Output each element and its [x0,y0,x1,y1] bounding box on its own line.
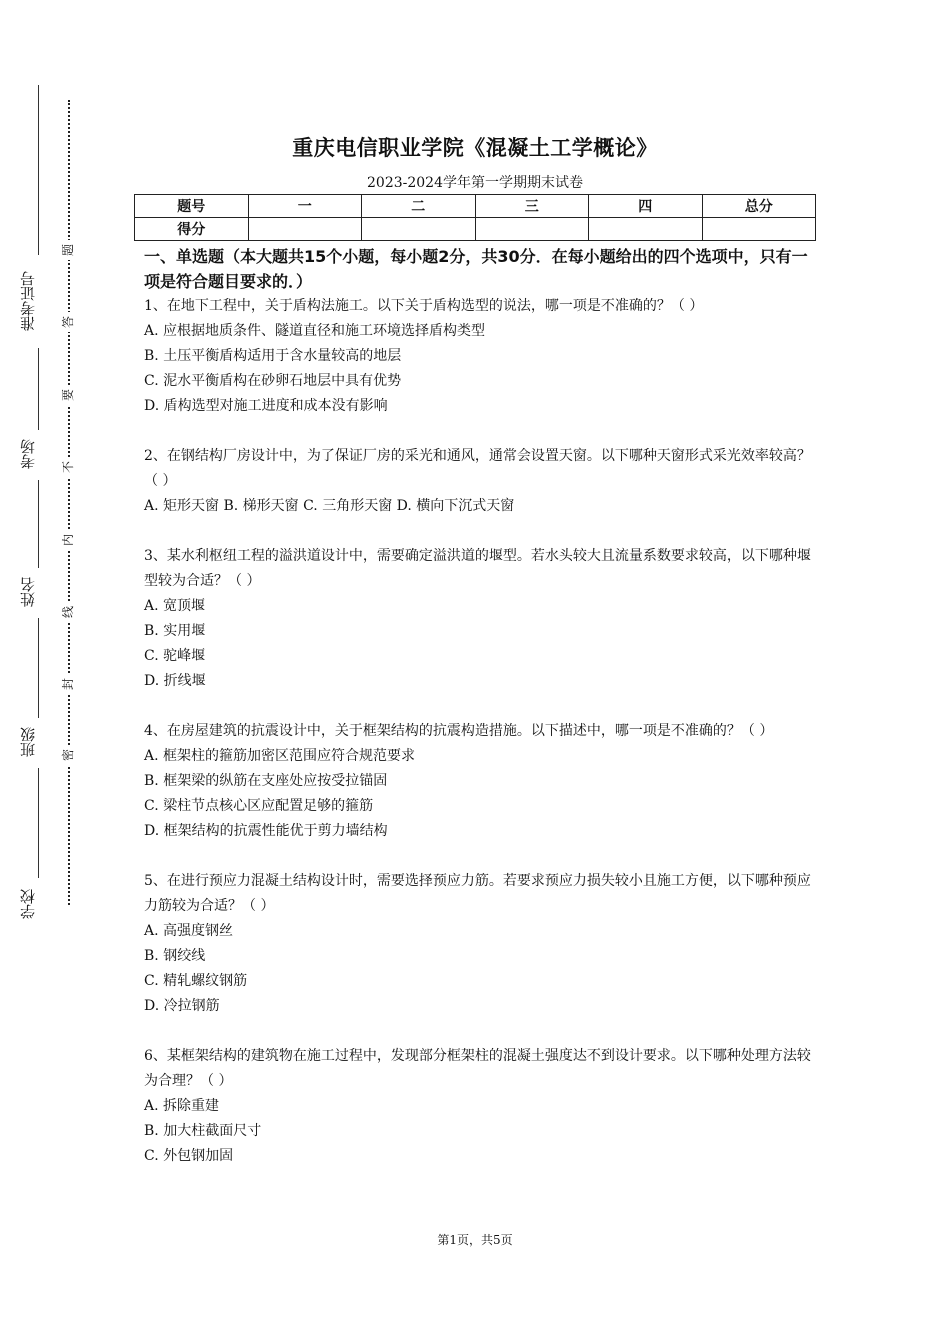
question [144,719,820,844]
question-stem: 2、在钢结构厂房设计中，为了保证厂房的采光和通风，通常会设置天窗。以下哪种天窗形式采光效率较高？（ ） [144,448,811,489]
label-class: 班级 [19,727,37,757]
blank-line-exam-room[interactable] [38,348,39,430]
question [144,1044,820,1169]
score-cell[interactable] [362,218,476,241]
label-exam-room: 考场 [19,439,37,469]
option-b: B. 加大柱截面尺寸 [144,1123,262,1139]
option-b: B. 实用堰 [144,623,206,639]
seal-char: 要 [58,385,78,405]
binding-margin [0,0,120,1344]
question-stem: 4、在房屋建筑的抗震设计中，关于框架结构的抗震构造措施。以下描述中，哪一项是不准确的？（ ） [144,723,774,739]
option-b: B. 框架梁的纵筋在支座处应按受拉锚固 [144,773,388,789]
seal-char: 内 [58,530,78,550]
score-table-header-row [135,195,816,218]
option-a: A. 高强度钢丝 [144,923,234,939]
option-c: C. 精轧螺纹钢筋 [144,973,248,989]
option-d: D. 冷拉钢筋 [144,998,220,1014]
option-d: D. 框架结构的抗震性能优于剪力墙结构 [144,823,388,839]
option-b: B. 钢绞线 [144,948,206,964]
score-cell[interactable] [702,218,816,241]
option-a: A. 拆除重建 [144,1098,220,1114]
seal-dotted-line [68,100,70,905]
header-cell: 总分 [702,195,816,218]
exam-subtitle: 2023-2024学年第一学期期末试卷 [367,175,583,191]
options-inline: A. 矩形天窗 B. 梯形天窗 C. 三角形天窗 D. 横向下沉式天窗 [144,498,515,514]
label-name: 姓名 [19,577,37,607]
question-stem: 6、某框架结构的建筑物在施工过程中，发现部分框架柱的混凝土强度达不到设计要求。以下哪种处理方法较为合理？（ ） [144,1048,811,1089]
option-d: D. 盾构选型对施工进度和成本没有影响 [144,398,388,414]
option-a: A. 宽顶堰 [144,598,206,614]
header-cell: 题号 [135,195,249,218]
option-c: C. 梁柱节点核心区应配置足够的箍筋 [144,798,374,814]
seal-char: 题 [58,240,78,260]
question [144,869,820,1019]
seal-char: 线 [58,602,78,622]
question [144,544,820,694]
label-exam-id: 准考证号 [19,271,37,331]
blank-line-exam-id[interactable] [38,85,39,255]
option-d: D. 折线堰 [144,673,206,689]
section-heading: 一、单选题（本大题共15个小题，每小题2分，共30分．在每小题给出的四个选项中，只有一项是符合题目要求的．） [144,247,808,291]
label-school: 学校 [19,889,37,919]
header-cell: 四 [589,195,703,218]
exam-content [144,244,820,1194]
exam-title: 重庆电信职业学院《混凝土工学概论》 [292,136,658,160]
seal-char: 封 [58,674,78,694]
blank-line-class[interactable] [38,618,39,718]
score-cell[interactable] [589,218,703,241]
question [144,294,820,419]
option-b: B. 土压平衡盾构适用于含水量较高的地层 [144,348,402,364]
header-cell: 三 [475,195,589,218]
question-stem: 1、在地下工程中，关于盾构法施工。以下关于盾构选型的说法，哪一项是不准确的？（ ） [144,298,704,314]
question-stem: 3、某水利枢纽工程的溢洪道设计中，需要确定溢洪道的堰型。若水头较大且流量系数要求较高，以下哪种堰型较为合适？（ ） [144,548,811,589]
score-cell[interactable] [248,218,362,241]
question-stem: 5、在进行预应力混凝土结构设计时，需要选择预应力筋。若要求预应力损失较小且施工方便，以下哪种预应力筋较为合适？（ ） [144,873,811,914]
option-c: C. 外包钢加固 [144,1148,234,1164]
option-a: A. 框架柱的箍筋加密区范围应符合规范要求 [144,748,416,764]
option-c: C. 驼峰堰 [144,648,206,664]
question [144,444,820,519]
seal-char: 不 [58,457,78,477]
score-table-score-row [135,218,816,241]
header-cell: 二 [362,195,476,218]
score-cell[interactable] [475,218,589,241]
page-number: 第1页，共5页 [437,1233,513,1247]
option-a: A. 应根据地质条件、隧道直径和施工环境选择盾构类型 [144,323,486,339]
score-row-label: 得分 [135,218,249,241]
seal-char: 答 [58,312,78,332]
blank-line-name[interactable] [38,480,39,568]
option-c: C. 泥水平衡盾构在砂卵石地层中具有优势 [144,373,402,389]
header-cell: 一 [248,195,362,218]
blank-line-school[interactable] [38,768,39,878]
score-table [134,194,816,241]
seal-char: 密 [58,745,78,765]
